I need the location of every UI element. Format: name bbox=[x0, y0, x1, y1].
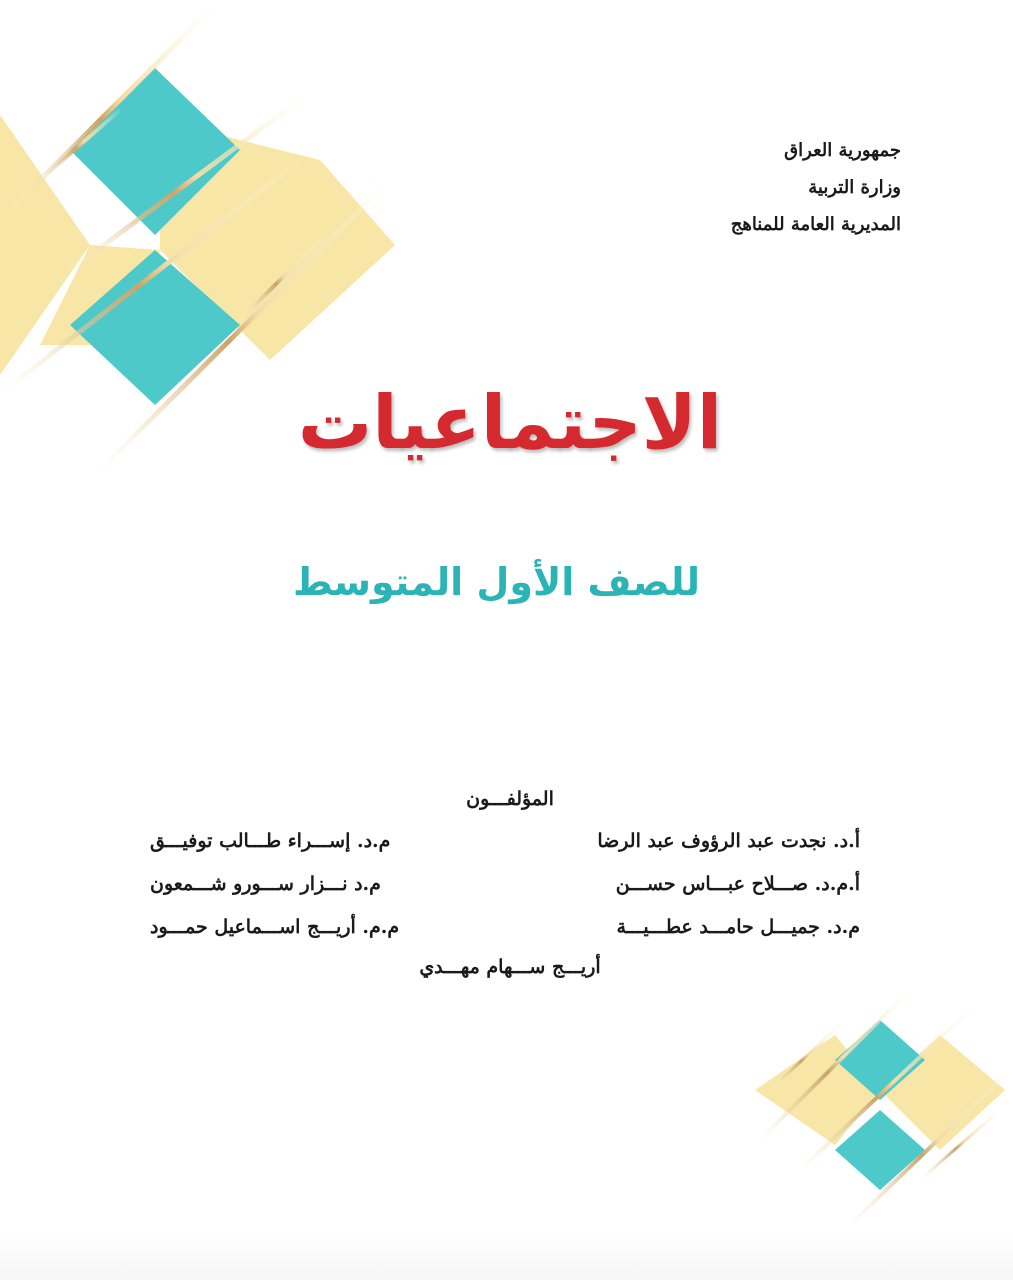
author-name: م.م. أريـــج اســـماعيل حمـــود bbox=[150, 916, 400, 938]
book-title: الاجتماعيات bbox=[297, 380, 723, 466]
authors-row bbox=[140, 916, 860, 956]
authors-row bbox=[140, 873, 860, 913]
header-country: جمهورية العراق bbox=[784, 140, 901, 161]
authors-row bbox=[140, 830, 860, 870]
ministry-header bbox=[731, 132, 901, 243]
decorative-tiles-bottom bbox=[740, 980, 1013, 1230]
header-directorate: المديرية العامة للمناهج bbox=[730, 214, 901, 235]
book-subtitle: للصف الأول المتوسط bbox=[292, 560, 700, 604]
author-name: م.د. جميـــل حامـــد عطـــيـــة bbox=[616, 916, 860, 938]
author-name: أريـــج ســـهام مهـــدي bbox=[419, 956, 601, 978]
author-name: م.د نـــزار ســـورو شـــمعون bbox=[150, 873, 381, 895]
page-edge bbox=[0, 1230, 1013, 1280]
author-name: أ.م.د. صـــلاح عبـــاس حســـن bbox=[615, 873, 860, 895]
author-name: أ.د. نجدت عبد الرؤوف عبد الرضا bbox=[597, 830, 860, 852]
authors-heading: المؤلفـــون bbox=[466, 788, 554, 810]
author-name: م.د. إســـراء طـــالب توفيـــق bbox=[150, 830, 391, 852]
header-ministry: وزارة التربية bbox=[808, 177, 901, 198]
